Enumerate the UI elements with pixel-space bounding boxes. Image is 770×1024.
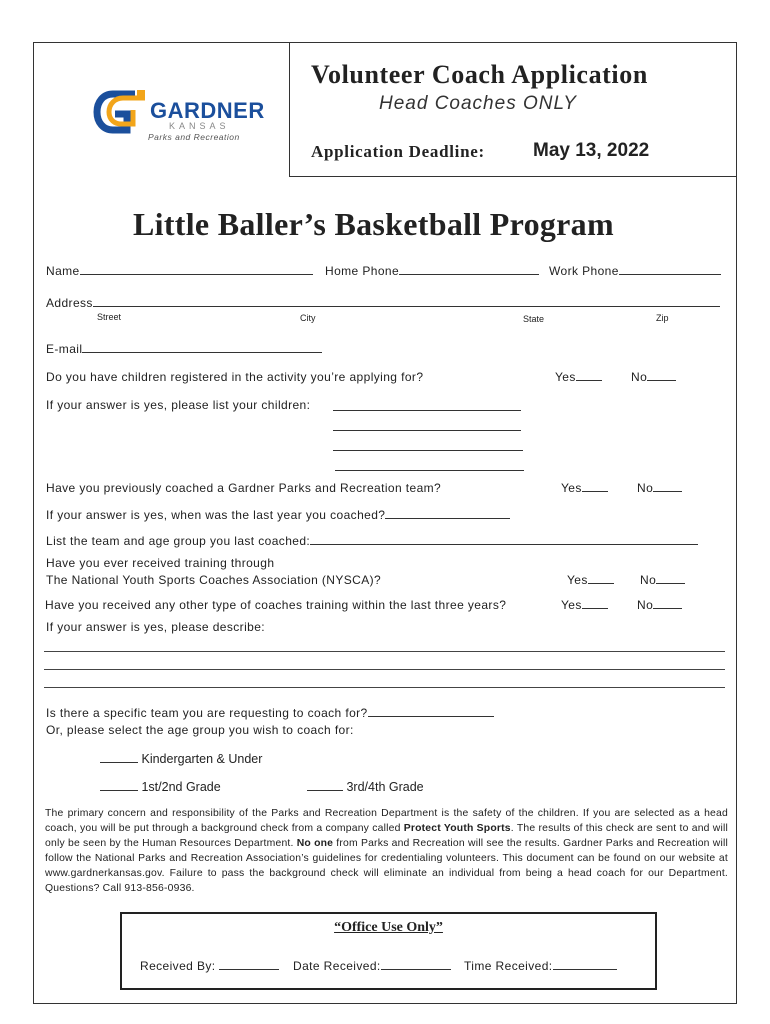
yes-label: Yes bbox=[561, 481, 582, 495]
age-3rd-4th-label: 3rd/4th Grade bbox=[346, 780, 424, 794]
work-phone-field[interactable] bbox=[549, 264, 721, 278]
office-use-title: “Office Use Only” bbox=[334, 920, 443, 935]
received-by-label: Received By: bbox=[140, 959, 216, 973]
city-label: City bbox=[300, 313, 316, 323]
child-line-4[interactable] bbox=[335, 458, 524, 471]
yes-label: Yes bbox=[567, 573, 588, 587]
disclaimer-paragraph bbox=[45, 806, 728, 896]
gardner-g-icon bbox=[93, 88, 153, 138]
form-title: Volunteer Coach Application bbox=[311, 60, 648, 89]
email-label: E-mail bbox=[46, 342, 83, 356]
zip-label: Zip bbox=[656, 313, 669, 323]
deadline-label: Application Deadline: bbox=[311, 142, 485, 161]
question-previously-coached: Have you previously coached a Gardner Parks and Recreation team? bbox=[46, 481, 442, 495]
name-label: Name bbox=[46, 264, 80, 278]
question-children-registered: Do you have children registered in the activity you’re applying for? bbox=[46, 370, 424, 384]
no-label: No bbox=[637, 481, 654, 495]
q5-yes-field[interactable] bbox=[561, 598, 608, 612]
yes-label: Yes bbox=[561, 598, 582, 612]
age-kindergarten-option[interactable] bbox=[100, 752, 262, 766]
address-label: Address bbox=[46, 296, 93, 310]
street-label: Street bbox=[97, 312, 122, 322]
name-field[interactable] bbox=[46, 264, 313, 278]
logo-state: KANSAS bbox=[169, 121, 230, 131]
disclaimer-text-3: from Parks and Recreation will see the results. Gardner Parks and Recreation will follow the National Parks and Recreation Association’s guidelines for credentialing volunteers. This document can be found on our website at www.gardnerkansas.gov. Failure to pass the background check will eliminate an individual from being a head coach for our Department. Questions? Call 913-856-0936. bbox=[45, 838, 728, 894]
form-subtitle: Head Coaches ONLY bbox=[379, 93, 577, 114]
q2-no-field[interactable] bbox=[637, 481, 682, 495]
disclaimer-text-1: The primary concern and responsibility of the Parks and Recreation Department is the safety of the children. If you are selected as a head coach, you will be put through a background check from a company called bbox=[45, 808, 728, 834]
home-phone-label: Home Phone bbox=[325, 264, 400, 278]
question-list-children: If your answer is yes, please list your children: bbox=[46, 398, 311, 412]
question-nysca-line1: Have you ever received training through bbox=[46, 556, 275, 570]
question-age-group: Or, please select the age group you wish to coach for: bbox=[46, 723, 354, 737]
age-1st-2nd-option[interactable] bbox=[100, 780, 221, 794]
state-label: State bbox=[523, 314, 545, 324]
q4-yes-field[interactable] bbox=[567, 573, 614, 587]
logo-tagline: Parks and Recreation bbox=[148, 132, 240, 142]
q1-yes-field[interactable] bbox=[555, 370, 602, 384]
disclaimer-text-2: . The results of this check are sent to and will only be seen by the Human Resources Department. bbox=[45, 823, 729, 849]
describe-line-2[interactable] bbox=[44, 669, 725, 670]
child-line-2[interactable] bbox=[333, 418, 521, 431]
question-last-year-field[interactable] bbox=[46, 508, 510, 522]
question-specific-team-field[interactable] bbox=[46, 706, 494, 720]
age-3rd-4th-option[interactable] bbox=[307, 780, 424, 794]
question-nysca-line2: The National Youth Sports Coaches Association (NYSCA)? bbox=[46, 573, 382, 587]
age-1st-2nd-label: 1st/2nd Grade bbox=[141, 780, 221, 794]
question-describe: If your answer is yes, please describe: bbox=[46, 620, 266, 634]
disclaimer-company: Protect Youth Sports bbox=[403, 823, 511, 834]
deadline-date: May 13, 2022 bbox=[533, 140, 650, 161]
question-last-year: If your answer is yes, when was the last year you coached? bbox=[46, 508, 386, 522]
q2-yes-field[interactable] bbox=[561, 481, 608, 495]
question-last-team: List the team and age group you last coached: bbox=[46, 534, 311, 548]
no-label: No bbox=[637, 598, 654, 612]
email-field[interactable] bbox=[46, 342, 322, 356]
received-by-field[interactable] bbox=[140, 959, 279, 973]
home-phone-field[interactable] bbox=[325, 264, 539, 278]
address-field[interactable] bbox=[46, 296, 720, 310]
time-received-field[interactable] bbox=[464, 959, 617, 973]
date-received-field[interactable] bbox=[293, 959, 451, 973]
time-received-label: Time Received: bbox=[464, 959, 553, 973]
logo-name: GARDNER bbox=[150, 98, 265, 123]
q1-no-field[interactable] bbox=[631, 370, 676, 384]
date-received-label: Date Received: bbox=[293, 959, 381, 973]
q5-no-field[interactable] bbox=[637, 598, 682, 612]
office-use-box bbox=[120, 912, 657, 990]
child-line-3[interactable] bbox=[333, 438, 523, 451]
describe-line-1[interactable] bbox=[44, 651, 725, 652]
work-phone-label: Work Phone bbox=[549, 264, 619, 278]
q4-no-field[interactable] bbox=[640, 573, 685, 587]
program-title: Little Baller’s Basketball Program bbox=[133, 206, 614, 242]
question-last-team-field[interactable] bbox=[46, 534, 698, 548]
age-kindergarten-label: Kindergarten & Under bbox=[141, 752, 263, 766]
yes-label: Yes bbox=[555, 370, 576, 384]
question-specific-team: Is there a specific team you are requesting to coach for? bbox=[46, 706, 368, 720]
question-other-training: Have you received any other type of coaches training within the last three years? bbox=[45, 598, 507, 612]
no-label: No bbox=[640, 573, 657, 587]
gardner-logo bbox=[93, 88, 283, 148]
no-label: No bbox=[631, 370, 648, 384]
disclaimer-no-one: No one bbox=[296, 838, 334, 849]
child-line-1[interactable] bbox=[333, 398, 521, 411]
describe-line-3[interactable] bbox=[44, 687, 725, 688]
